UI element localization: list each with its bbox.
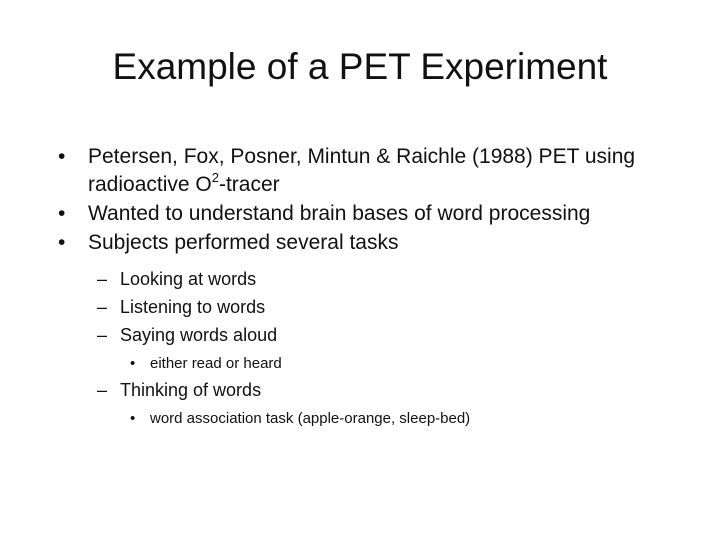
bullet-text: Subjects performed several tasks	[88, 231, 399, 254]
sub-bullet-dash: –	[97, 380, 108, 400]
bullet-dot: •	[58, 231, 66, 254]
bullet-text-part: -tracer	[218, 173, 280, 196]
sub-sub-bullet-item	[130, 354, 678, 374]
bullet-item	[58, 200, 678, 228]
sub-bullet-text: Saying words aloud	[120, 325, 278, 345]
sub-sub-bullet-text: either read or heard	[150, 355, 282, 372]
bullet-text: Wanted to understand brain bases of word processing	[88, 202, 591, 225]
bullet-text	[88, 145, 635, 196]
sub-bullet-item	[97, 378, 678, 403]
sub-bullet-text: Looking at words	[120, 269, 257, 289]
sub-bullet-item	[97, 295, 678, 320]
sub-bullet-dash: –	[97, 325, 108, 345]
sub-sub-bullet-dot: •	[130, 355, 136, 372]
bullet-item	[58, 229, 678, 257]
sub-bullet-dash: –	[97, 269, 108, 289]
bullet-text-part: Petersen, Fox, Posner, Mintun & Raichle (1988) PET using radioactive O	[88, 145, 636, 196]
sub-bullet-item	[97, 323, 678, 348]
sub-sub-bullet-text: word association task (apple-orange, sleep-bed)	[150, 410, 471, 427]
spacer	[58, 258, 678, 264]
bullet-item	[58, 143, 678, 199]
sub-bullet-text: Thinking of words	[120, 380, 262, 400]
sub-bullet-dash: –	[97, 297, 108, 317]
sub-sub-bullet-item	[130, 409, 678, 429]
superscript: 2	[211, 170, 219, 185]
bullet-dot: •	[58, 202, 66, 225]
slide-body	[58, 143, 678, 433]
bullet-dot: •	[58, 145, 66, 168]
sub-bullet-text: Listening to words	[120, 297, 266, 317]
sub-bullet-item	[97, 267, 678, 292]
slide-title: Example of a PET Experiment	[112, 46, 608, 87]
sub-sub-bullet-dot: •	[130, 410, 136, 427]
